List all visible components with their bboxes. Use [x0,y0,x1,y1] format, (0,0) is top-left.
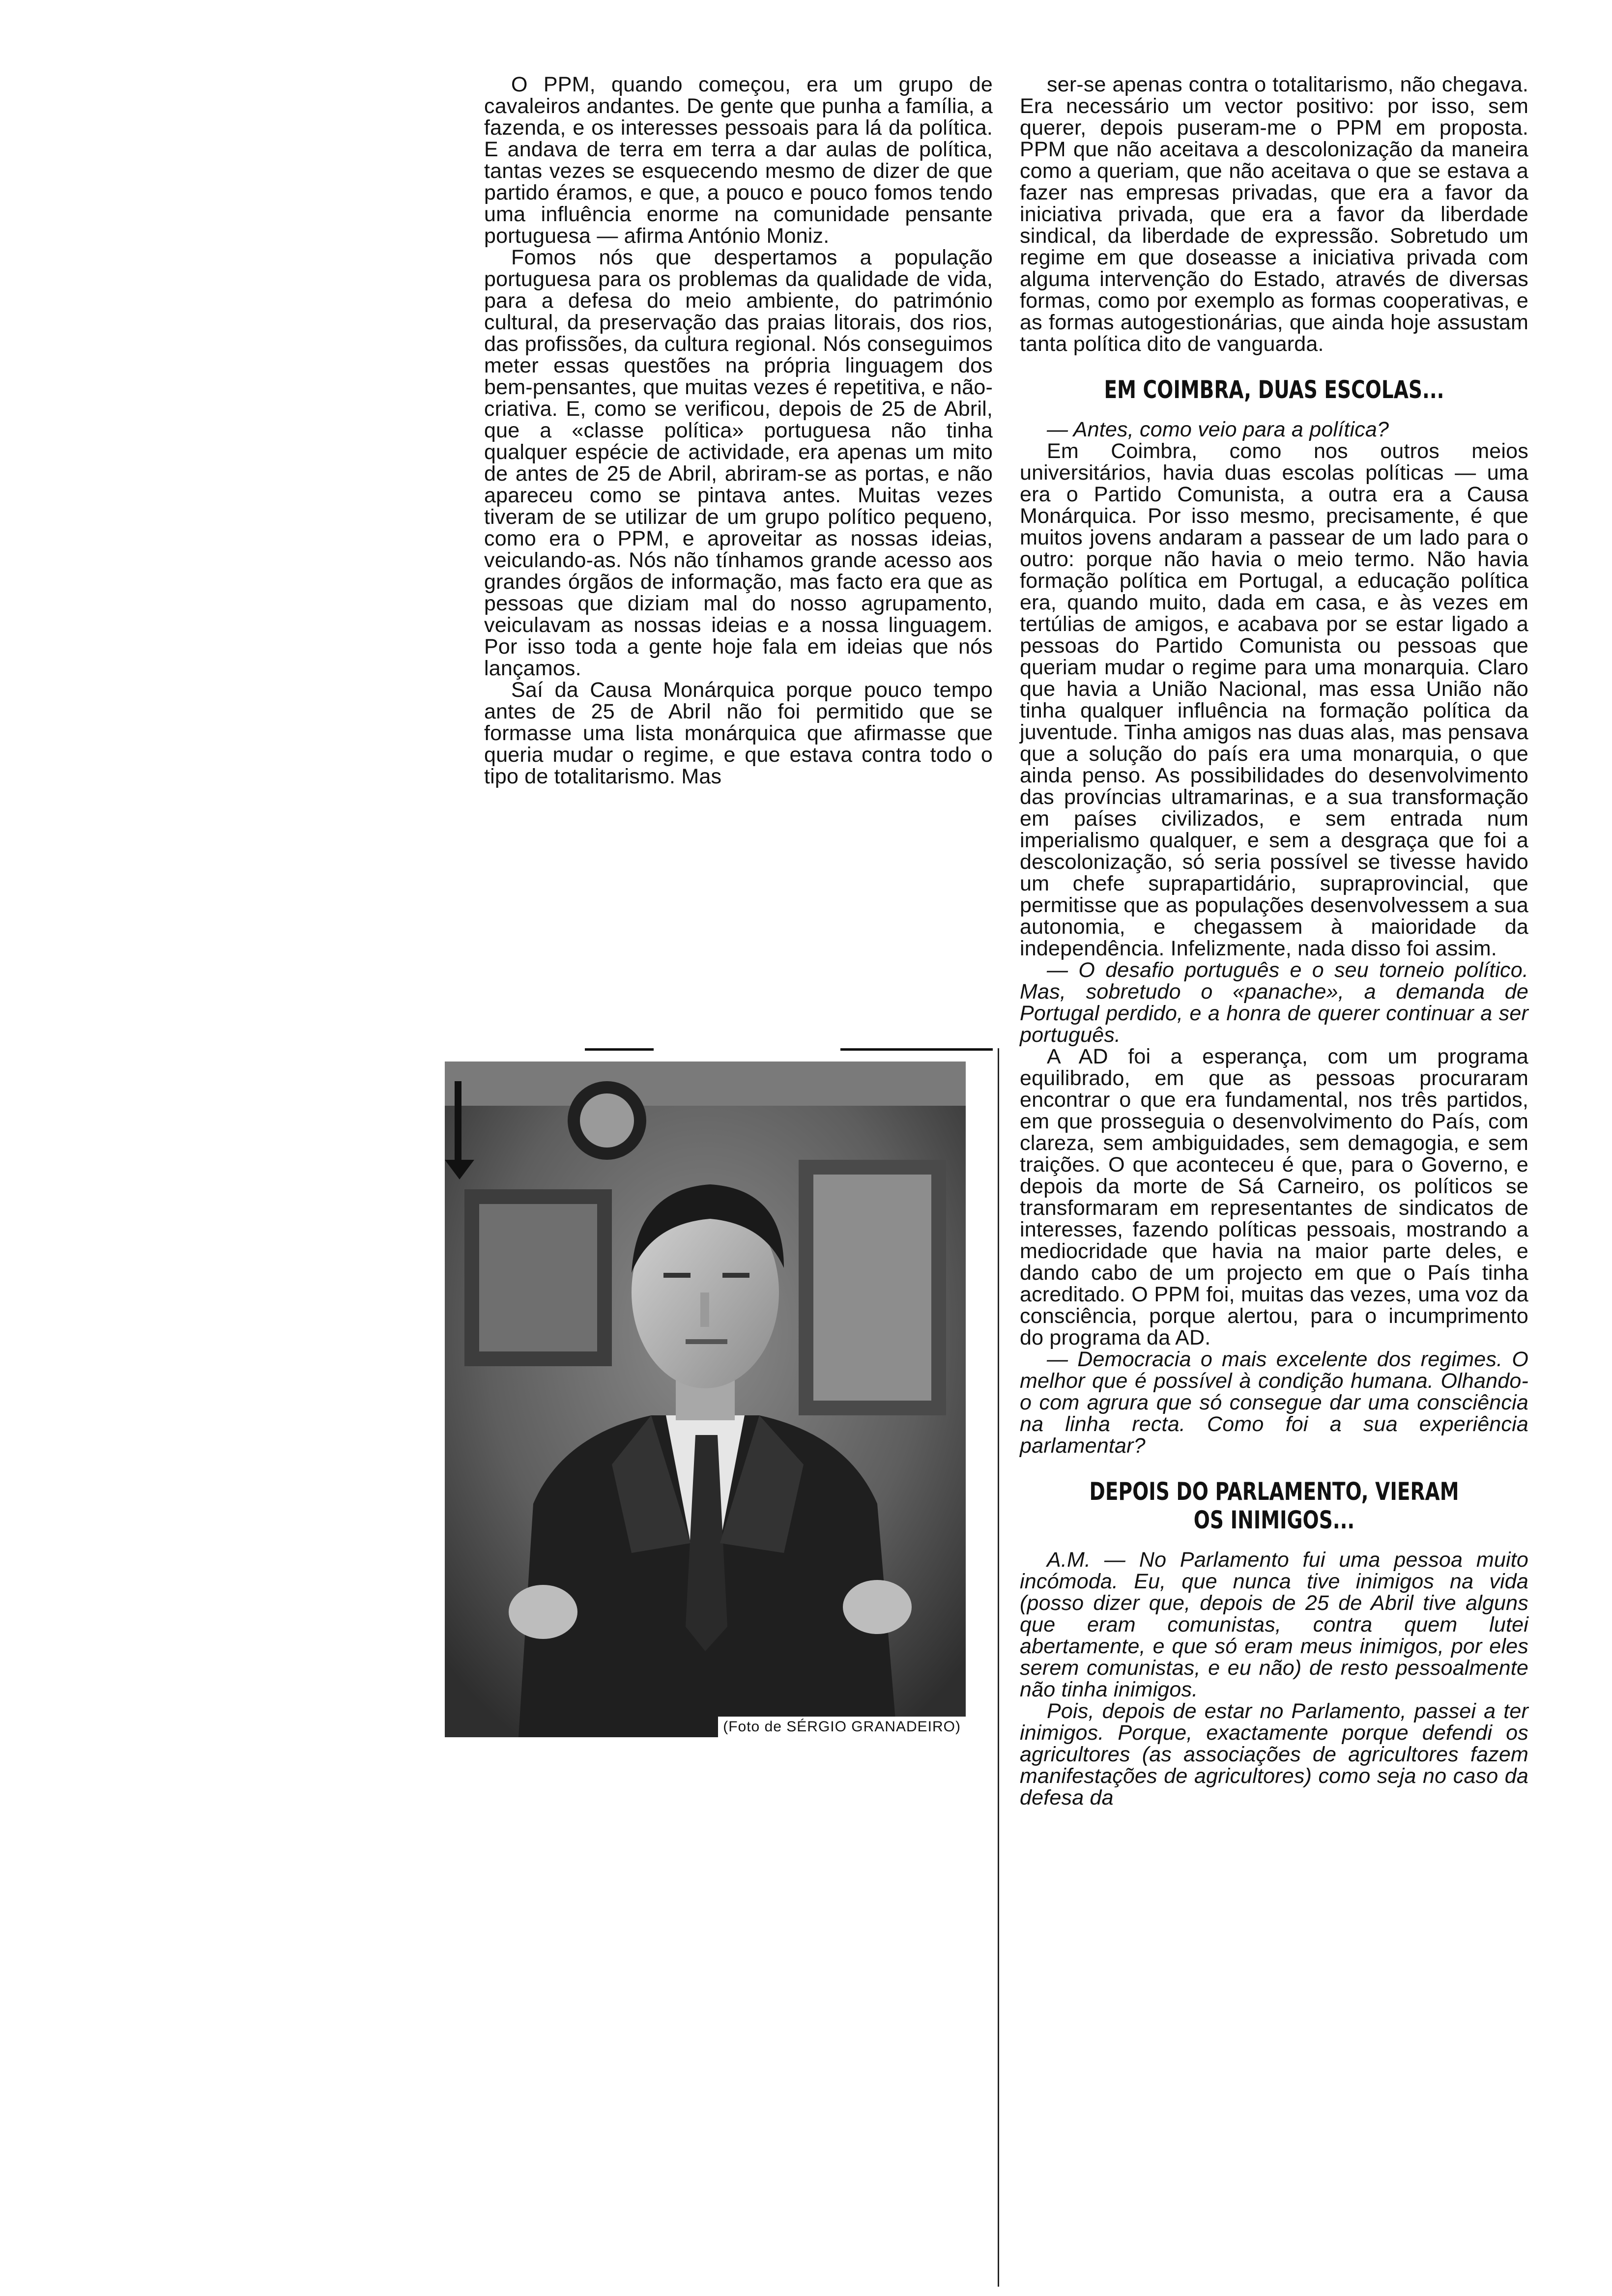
interview-question: — Democracia o mais excelente dos regimes. O melhor que é possível à condição humana. Olhando-o com agrura que só consegue dar uma consciência na linha recta. Como foi a sua experiência parlamentar? [1020,1348,1528,1458]
column-divider [998,1048,999,2287]
paragraph-parlamento: A.M. — No Parlamento fui uma pessoa muito incómoda. Eu, que nunca tive inimigos na vida (posso dizer que, depois de 25 de Abril tive alguns que eram comunistas, contra quem lutei abertamente, e que só eram meus inimigos, por eles serem comunistas, e eu não) de resto pessoalmente não tinha inimigos. [1020,1548,1528,1701]
photo-caption: (Foto de SÉRGIO GRANADEIRO) [718,1717,966,1737]
paragraph-causa-monarquica: Saí da Causa Monárquica porque pouco tempo antes de 25 de Abril não foi permitido que se formasse uma lista monárquica que afirmasse que queria mudar o regime, e que estava contra todo o tipo de totalitarismo. Mas [484,678,993,788]
interview-question: — Antes, como veio para a política? [1047,418,1389,441]
section-heading-coimbra: EM COIMBRA, DUAS ESCOLAS... [1104,375,1444,404]
paragraph-coimbra: Em Coimbra, como nos outros meios universitários, havia duas escolas políticas — uma era o Partido Comunista, a outra era a Causa Monárquica. Por isso mesmo, precisamente, é que muitos jovens andaram a passear de um lado para o outro: porque não havia o meio termo. Não havia formação política em Portugal, a educação política era, quando muito, dada em casa, e às vezes em tertúlias de amigos, e acabava por se estar ligado a pessoas do Partido Comunista ou pessoas que queriam mudar o regime para uma monarquia. Claro que havia a União Nacional, mas essa União não tinha qualquer influência na formação política da juventude. Tinha amigos nas duas alas, mas pensava que a solução do país era uma monarquia, o que ainda penso. As possibilidades do desenvolvimento das províncias ultramarinas, e a sua transformação em países civilizados, e sem entrada num imperialismo qualquer, e sem a desgraça que foi a descolonização, só seria possível se tivesse havido um chefe suprapartidário, supraprovincial, que permitisse que as populações desenvolvessem a sua autonomia, e chegassem à maioridade da independência. Infelizmente, nada disso foi assim. [1020,439,1528,960]
paragraph-ad: A AD foi a esperança, com um programa equilibrado, em que as pessoas procuraram encontrar o que era fundamental, nos três partidos, em que prosseguia o desenvolvimento do País, com clareza, sem ambiguidades, sem demagogia, e sem traições. O que aconteceu é que, para o Governo, e depois da morte de Sá Carneiro, os políticos se transformaram em representantes de sindicatos de interesses, fazendo políticas pessoais, mostrando a mediocridade que havia na maior parte deles, e dando cabo de um projecto em que o País tinha acreditado. O PPM foi, muitas das vezes, uma voz da consciência, porque alertou, para o incumprimento do programa da AD. [1020,1045,1528,1349]
interview-question: — O desafio português e o seu torneio político. Mas, sobretudo o «panache», a demanda de Portugal perdido, e a honra de querer continuar a ser português. [1020,958,1528,1047]
paragraph-ppm-ideas: Fomos nós que despertamos a população portuguesa para os problemas da qualidade de vida, para a defesa do meio ambiente, do património cultural, da preservação das praias litorais, dos rios, das profissões, da cultura regional. Nós conseguimos meter essas questões na própria linguagem dos bem-pensantes, que muitas vezes é repetitiva, e não-criativa. E, como se verificou, depois de 25 de Abril, que a «classe política» portuguesa não tinha qualquer espécie de actividade, era apenas um mito de antes de 25 de Abril, abriram-se as portas, e não apareceu como se pintava antes. Muitas vezes tiveram de se utilizar de um grupo político pequeno, como era o PPM, e aproveitar as nossas ideias, veiculando-as. Nós não tínhamos grande acesso aos grandes órgãos de informação, mas facto era que as pessoas que diziam mal do nosso agrupamento, veiculavam as nossas ideias e a nossa linguagem. Por isso toda a gente hoje fala em ideias que nós lançamos. [484,246,993,680]
left-column [484,74,993,787]
right-column [1020,74,1528,1808]
paragraph-intro: O PPM, quando começou, era um grupo de cavaleiros andantes. De gente que punha a família, a fazenda, e os interesses pessoais para lá da política. E andava de terra em terra a dar aulas de política, tantas vezes se esquecendo mesmo de dizer de que partido éramos, e que, a pouco e pouco fomos tendo uma influência enorme na comunidade pensante portuguesa — afirma António Moniz. [484,73,993,248]
portrait-photo [445,1062,966,1737]
paragraph-inimigos: Pois, depois de estar no Parlamento, passei a ter inimigos. Porque, exactamente porque defendi os agricultores (as associações de agricultores fazem manifestações de agricultores) como seja no caso da defesa da [1020,1699,1528,1809]
section-heading-parlamento: DEPOIS DO PARLAMENTO, VIERAM OS INIMIGOS... [1089,1477,1459,1534]
paragraph-ppm-proposal: ser-se apenas contra o totalitarismo, não chegava. Era necessário um vector positivo: por isso, sem querer, depois puseram-me o PPM em proposta. PPM que não aceitava a descolonização da maneira como a queriam, que não aceitava o que se estava a fazer nas empresas privadas, que era a favor da iniciativa privada, que era a favor da liberdade sindical, da liberdade de expressão. Sobretudo um regime em que doseasse a iniciativa privada com alguma intervenção do Estado, através de diversas formas, como por exemplo as formas cooperativas, e as formas autogestionárias, que ainda hoje assustam tanta política dito de vanguarda. [1020,73,1528,356]
column-rule [840,1048,993,1051]
column-rule [585,1048,654,1051]
portrait-photo-image [445,1062,966,1737]
